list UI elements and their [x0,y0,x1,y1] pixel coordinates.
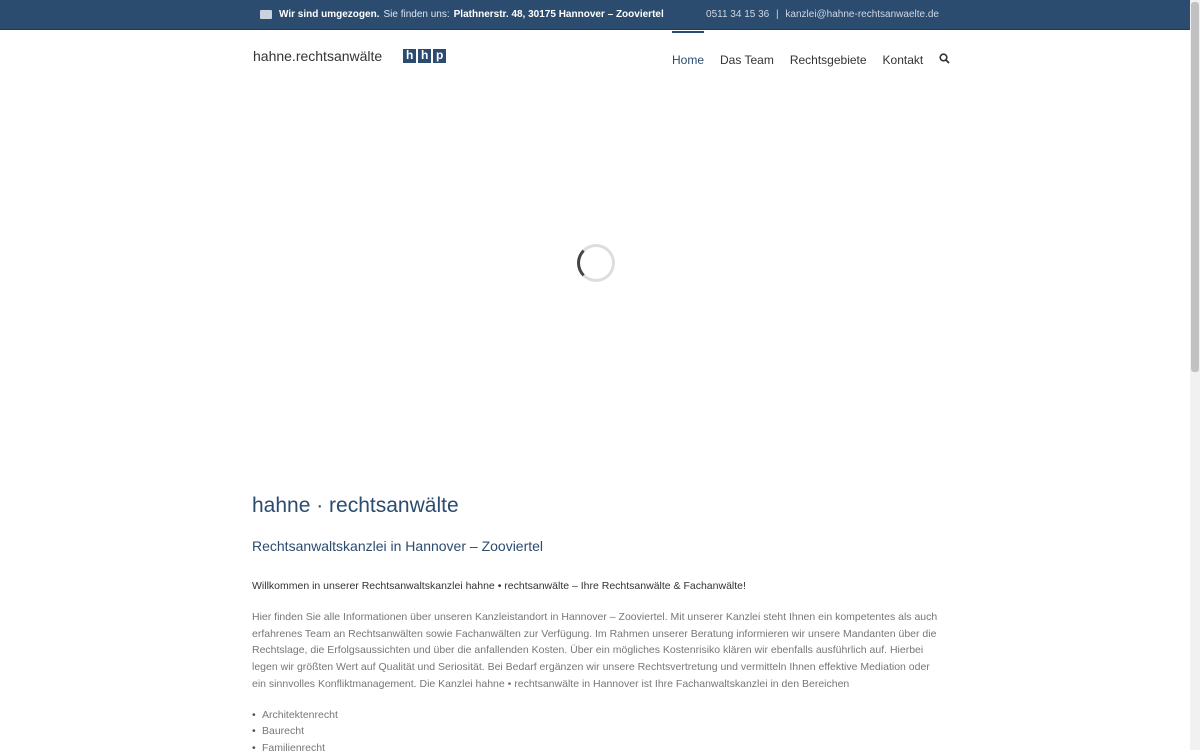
intro-paragraph: Hier finden Sie alle Informationen über unseren Kanzleistandort in Hannover – Zooviertel. Mit unserer Kanzlei steht Ihnen ein kompetentes als auch erfahrenes Team an Rechtsanwälten sowie Fachanwälten zur Verfügung. Im Rahmen unserer Beratung informieren wir unsere Mandanten über die Rechtslage, die Erfolgsaussichten und über die anfallenden Kosten. Über ein mögliches Kostenrisiko klären wir ebenfalls ausführlich auf. Hierbei legen wir größten Wert auf Qualität und Seriosität. Bei Bedarf ergänzen wir unsere Rechtsvertretung und vermitteln Ihnen effektive Mediation oder ein sinnvolles Konfliktmanagement. Die Kanzlei hahne • rechtsanwälte in Hannover ist Ihre Fachanwaltskanzlei in den Bereichen [252,611,938,690]
logo-letter: p [433,49,446,63]
phone-link[interactable]: 0511 34 15 36 [706,9,770,20]
email-link[interactable]: kanzlei@hahne-rechtsanwaelte.de [785,9,939,20]
scrollbar-thumb[interactable] [1191,2,1199,372]
top-bar-inner [260,9,939,20]
scrollbar[interactable] [1190,0,1200,750]
list-item: • Architektenrecht [262,707,942,724]
list-item: • Familienrecht [262,740,942,756]
moved-bold: Wir sind umgezogen. [279,9,380,20]
truck-icon [260,10,272,19]
page-subtitle: Rechtsanwaltskanzlei in Hannover – Zooviertel [252,538,544,554]
moved-notice [260,9,664,20]
contact-info [706,9,939,20]
nav-home[interactable]: Home [672,31,704,71]
loading-spinner-icon [577,244,615,282]
logo-letter: h [418,49,431,63]
nav-das-team[interactable]: Das Team [720,53,774,67]
search-icon[interactable] [939,31,950,71]
practice-areas-list [262,707,942,756]
top-bar [0,0,1190,30]
moved-text: Sie finden uns: [383,9,450,20]
separator: | [776,9,779,20]
welcome-text: Willkommen in unserer Rechtsanwaltskanzlei hahne • rechtsanwälte – Ihre Rechtsanwälte & Fachanwälte! [252,580,746,592]
logo[interactable] [253,48,446,64]
logo-mark [403,49,446,63]
list-item: • Baurecht [262,723,942,740]
nav-rechtsgebiete[interactable]: Rechtsgebiete [789,53,867,67]
logo-text: hahne.rechtsanwälte [253,48,383,64]
main-nav [672,31,950,71]
logo-letter: h [403,49,416,63]
nav-kontakt[interactable]: Kontakt [882,53,924,67]
address: Plathnerstr. 48, 30175 Hannover – Zooviertel [453,9,664,20]
main-content [252,493,942,756]
page-title: hahne · rechtsanwälte [252,494,459,517]
